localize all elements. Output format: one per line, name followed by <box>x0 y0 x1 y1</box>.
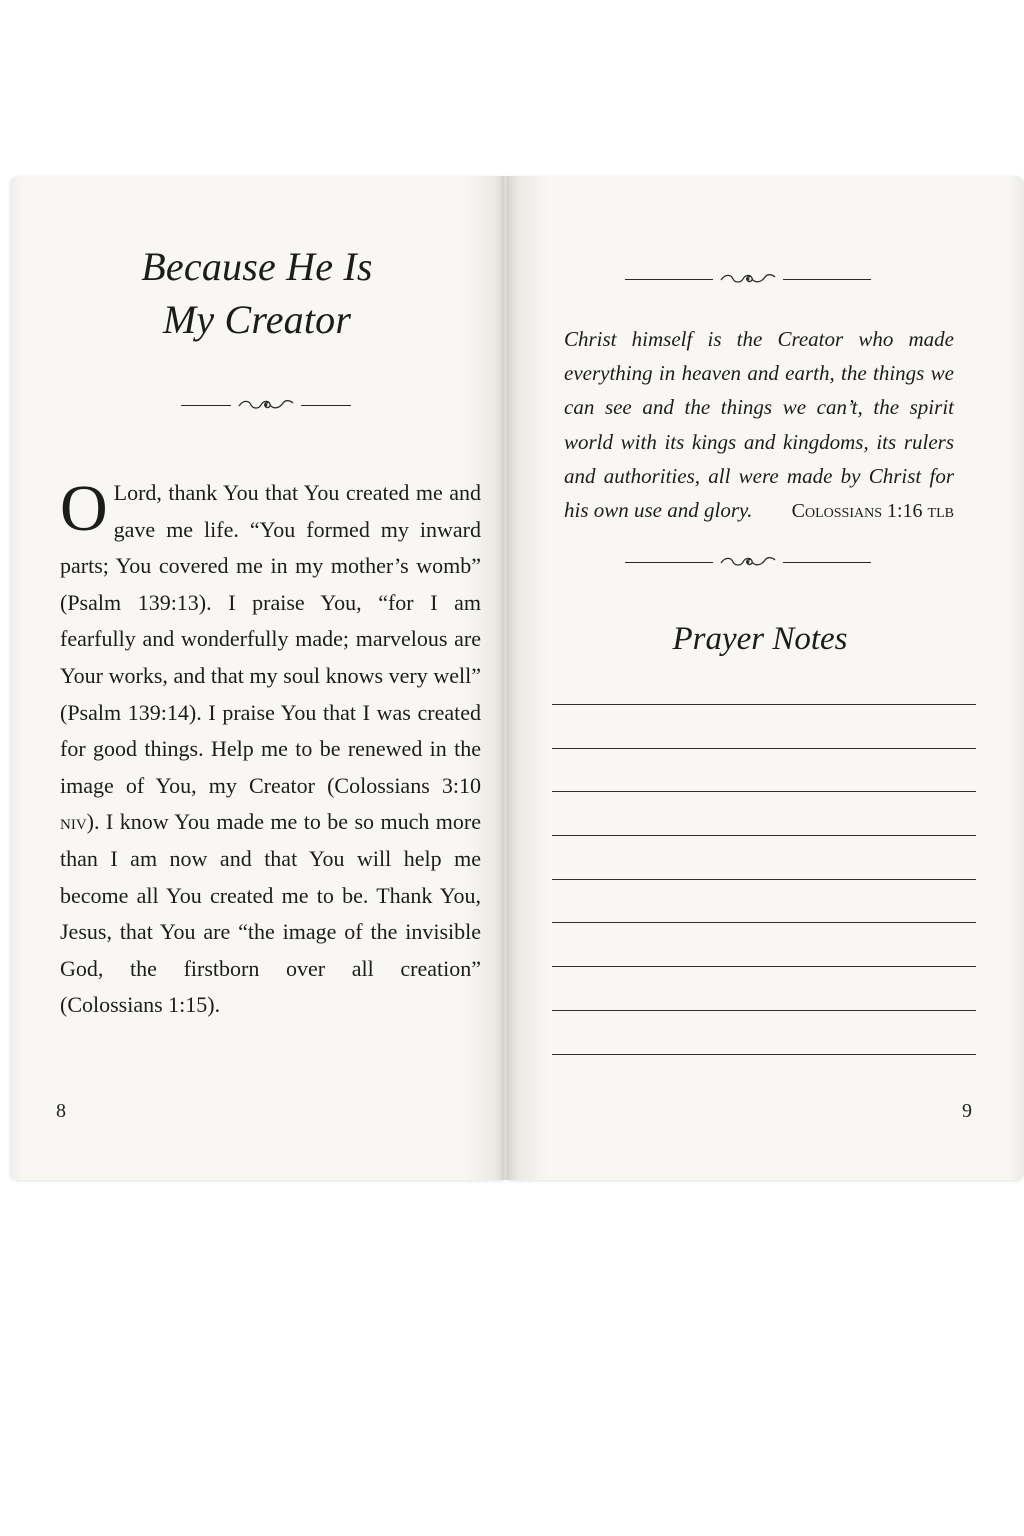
translation-abbrev: niv <box>60 809 87 835</box>
note-line <box>552 791 976 792</box>
flourish-ornament-icon <box>719 554 777 570</box>
open-book <box>10 176 1024 1180</box>
divider-rule-left <box>625 562 713 563</box>
page-number-right: 9 <box>962 1100 972 1122</box>
note-line <box>552 879 976 880</box>
divider-rule-left <box>181 405 231 406</box>
scripture-quote: Christ himself is the Creator who made everything in heaven and earth, the things we can see and the things we can’t, the spirit world with its kings and kingdoms, its rulers and authorities, all were made by Christ for his own use and glory. <box>564 327 954 523</box>
note-line <box>552 704 976 705</box>
note-line <box>552 922 976 923</box>
prayer-body-text <box>60 472 481 1024</box>
note-line <box>552 1054 976 1055</box>
divider-rule-right <box>783 279 871 280</box>
prayer-notes-title: Prayer Notes <box>672 621 848 657</box>
chapter-title <box>10 240 504 346</box>
chapter-title-line-2: My Creator <box>162 297 352 342</box>
divider-rule-left <box>625 279 713 280</box>
prayer-notes-lines <box>552 704 976 1097</box>
chapter-title-line-1: Because He Is <box>141 244 373 289</box>
quote-divider-top <box>618 271 878 287</box>
scripture-citation: Colossians 1:16 tlb <box>791 500 954 522</box>
page-number-left: 8 <box>56 1100 66 1122</box>
left-page <box>10 176 504 1180</box>
note-line <box>552 966 976 967</box>
note-line <box>552 835 976 836</box>
title-divider <box>176 397 356 413</box>
divider-rule-right <box>301 405 351 406</box>
quote-divider-bottom <box>618 554 878 570</box>
drop-cap: O <box>60 472 108 545</box>
body-text-part-2: ). I know You made me to be so much more than I am now and that You will help me become all You created me to be. Thank You, Jesus, that You are “the image of the invisible God, the firstborn over all creation” (Colossians 1:15). <box>60 809 481 1018</box>
flourish-ornament-icon <box>237 397 295 413</box>
right-page <box>508 176 1024 1180</box>
note-line <box>552 748 976 749</box>
body-text-part-1: Lord, thank You that You created me and gave me life. “You formed my inward parts; You covered me in my mother’s womb” (Psalm 139:13). I praise You, “for I am fearfully and wonderfully made; marvelous are Your works, and that my soul knows very well” (Psalm 139:14). I praise You that I was created for good things. Help me to be renewed in the image of You, my Creator (Colossians 3:10 <box>60 480 481 798</box>
divider-rule-right <box>783 562 871 563</box>
flourish-ornament-icon <box>719 271 777 287</box>
note-line <box>552 1010 976 1011</box>
